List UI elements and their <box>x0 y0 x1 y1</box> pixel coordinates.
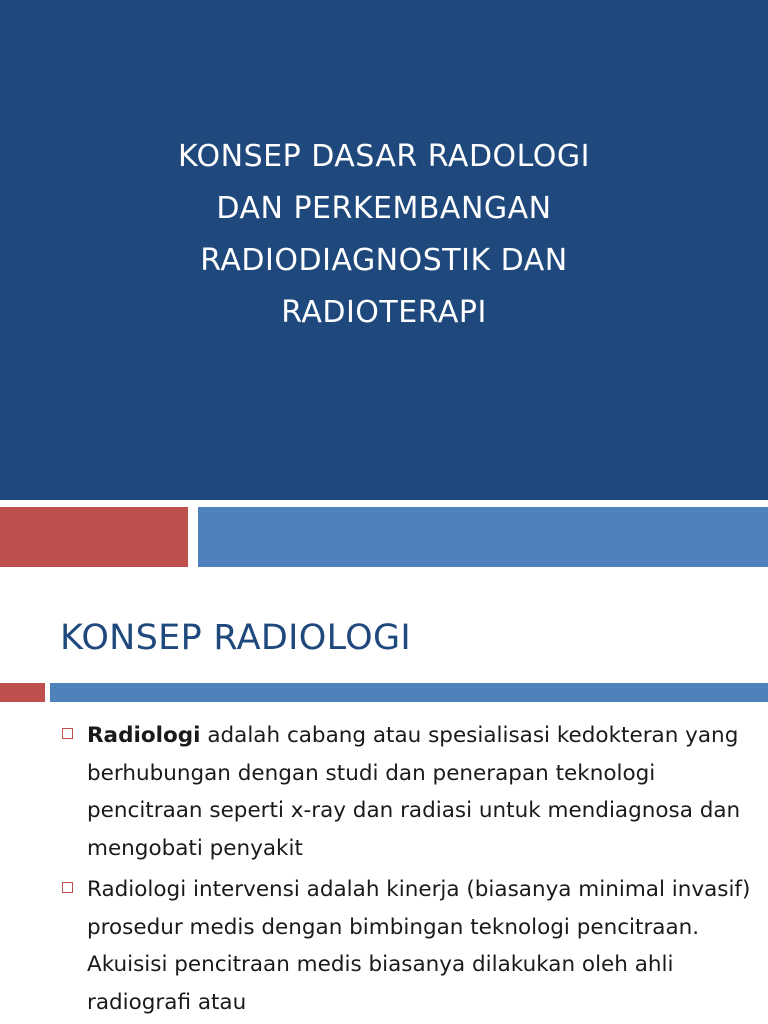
title-slide-heading: KONSEP DASAR RADOLOGI DAN PERKEMBANGAN RADIODIAGNOSTIK DAN RADIOTERAPI <box>177 139 591 330</box>
content-slide-heading: KONSEP RADIOLOGI <box>60 618 412 658</box>
list-item <box>60 717 760 867</box>
hollow-square-bullet-icon <box>62 882 73 893</box>
bullet-text: Radiologi intervensi adalah kinerja (biasanya minimal invasif) prosedur medis dengan bimbingan teknologi pencitraan. Akuisisi pencitraan medis biasanya dilakukan oleh ahli radiografi atau <box>87 877 751 1015</box>
bullet-term: Radiologi <box>87 723 201 748</box>
hollow-square-bullet-icon <box>62 728 73 739</box>
title-slide-background <box>0 0 768 500</box>
content-slide-accent-blue <box>50 683 768 702</box>
title-slide-accent-blue <box>198 507 768 567</box>
content-slide-accent-red <box>0 683 45 702</box>
bullet-text: adalah cabang atau spesialisasi kedokteran yang berhubungan dengan studi dan penerapan teknologi pencitraan seperti x-ray dan radiasi untuk mendiagnosa dan mengobati penyakit <box>87 723 741 861</box>
list-item <box>60 871 760 1021</box>
title-slide-accent-red <box>0 507 188 567</box>
bullet-list <box>60 717 760 1024</box>
